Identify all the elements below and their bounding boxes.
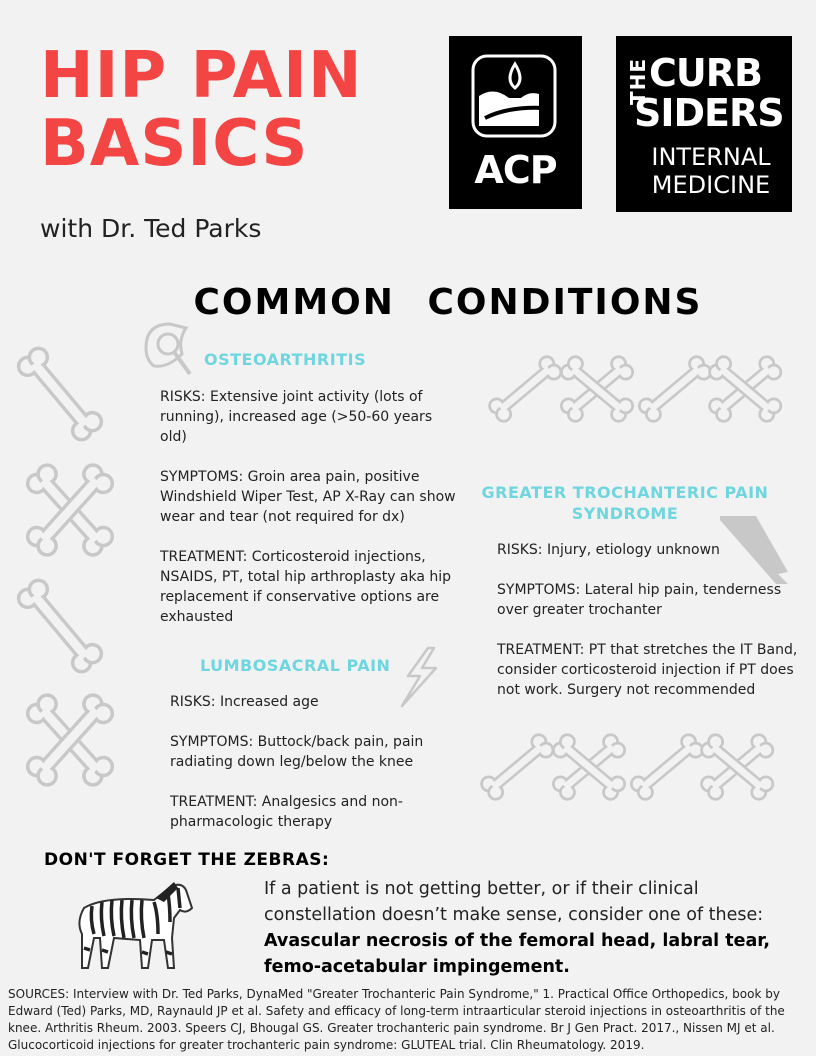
bone-icon [15, 577, 105, 676]
bone-icon [15, 345, 105, 444]
gtps-title-line-1: GREATER TROCHANTERIC PAIN [481, 483, 769, 502]
gtps-title-line-2: SYNDROME [571, 504, 679, 523]
lumbosacral-risks: RISKS: Increased age [170, 694, 319, 710]
zebras-intro: If a patient is not getting better, or if their clinical constellation doesn’t make sense, consider one of these: [264, 879, 764, 925]
gtps-symptoms: SYMPTOMS: Lateral hip pain, tenderness over greater trochanter [497, 582, 782, 618]
curbsiders-curb: CURB [649, 51, 762, 95]
zebras-conditions: Avascular necrosis of the femoral head, labral tear, femo-acetabular impingement. [264, 931, 770, 977]
zebras-text [264, 876, 784, 980]
bone-icon [487, 354, 564, 424]
curbsiders-logo [616, 36, 792, 212]
title-line-1: HIP PAIN [40, 39, 363, 113]
left-bones-decoration [0, 330, 140, 810]
bone-icon [637, 354, 714, 424]
osteoarthritis-symptoms: SYMPTOMS: Groin area pain, positive Windshield Wiper Test, AP X-Ray can show wear and tear (not required for dx) [160, 469, 456, 525]
gtps-treatment: TREATMENT: PT that stretches the IT Band, consider corticosteroid injection if PT does not work. Surgery not recommended [497, 642, 798, 698]
zebra-icon [74, 878, 198, 974]
curbsiders-internal: INTERNAL [651, 143, 771, 171]
bone-icon [479, 732, 556, 802]
bottom-bones-row [472, 728, 792, 808]
curbsiders-the: THE [626, 58, 650, 106]
lumbosacral-treatment: TREATMENT: Analgesics and non-pharmacologic therapy [170, 794, 403, 830]
curbsiders-medicine: MEDICINE [651, 171, 771, 199]
osteoarthritis-title: OSTEOARTHRITIS [204, 350, 367, 369]
lumbosacral-symptoms: SYMPTOMS: Buttock/back pain, pain radiating down leg/below the knee [170, 734, 424, 770]
curbsiders-siders: SIDERS [634, 91, 784, 135]
acp-logo [449, 36, 582, 209]
sources-text: SOURCES: Interview with Dr. Ted Parks, DynaMed "Greater Trochanteric Pain Syndrome," 1. Practical Office Orthopedics, book by Edward (Ted) Parks, MD, Raynauld JP et al. Safety and efficacy of long-term intraarticular steroid injections in osteoarthritis of the knee. Arthritis Rheum. 2003. Speers CJ, Bhougal GS. Greater trochanteric pain syndrome. Br J Gen Pract. 2017., Nissen MJ et al. Glucocorticoid injections for greater trochanteric pain syndrome: GLUTEAL trial. Clin Rheumatology. 2019. [8, 987, 785, 1052]
section-heading: COMMON CONDITIONS [193, 282, 703, 323]
hip-joint-icon [138, 318, 198, 378]
gtps-risks: RISKS: Injury, etiology unknown [497, 542, 720, 558]
bone-icon [629, 732, 706, 802]
zebras-heading: DON'T FORGET THE ZEBRAS: [44, 850, 330, 870]
acp-logo-text: ACP [474, 148, 557, 192]
page-title [40, 39, 440, 181]
title-line-2: BASICS [40, 107, 309, 181]
osteoarthritis-treatment: TREATMENT: Corticosteroid injections, NSAIDS, PT, total hip arthroplasty aka hip replacement if conservative options are exhausted [160, 549, 452, 625]
top-bones-row [480, 350, 790, 430]
lumbosacral-title: LUMBOSACRAL PAIN [200, 656, 391, 675]
acp-emblem-icon [449, 36, 582, 146]
osteoarthritis-risks: RISKS: Extensive joint activity (lots of running), increased age (>50-60 years old) [160, 389, 433, 445]
subtitle: with Dr. Ted Parks [40, 214, 262, 243]
